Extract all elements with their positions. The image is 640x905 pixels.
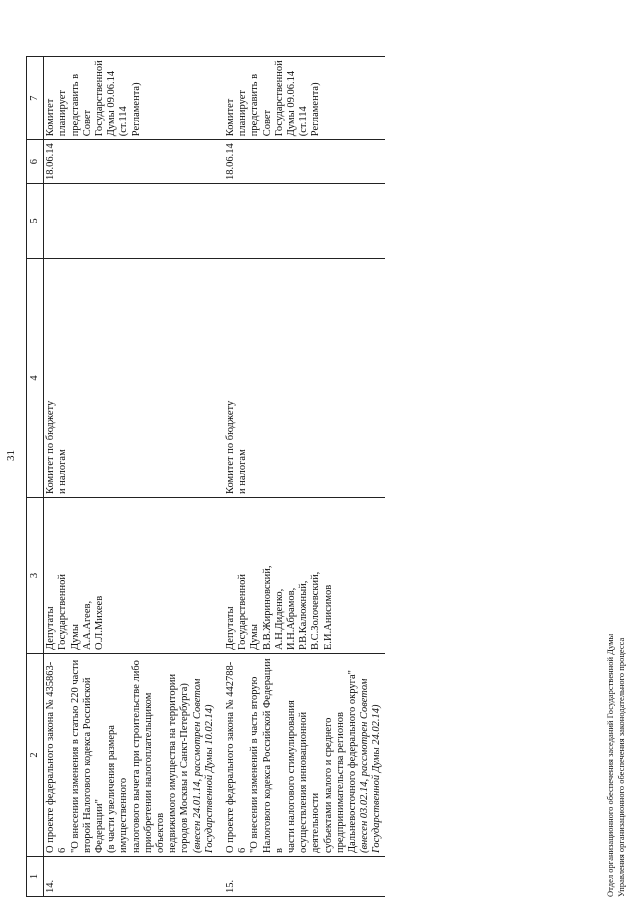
bill-title-line: О проекте федерального закона № 442788-6 [225, 661, 249, 853]
status-line: Государственной [273, 60, 285, 137]
footer-note [605, 634, 627, 897]
bill-title-line: части налогового стимулирования [286, 700, 298, 853]
status-line: представить в Совет [249, 73, 273, 137]
date-cell: 18.06.14 [44, 140, 217, 184]
bill-title-line: субъектами малого и среднего [322, 717, 334, 853]
bill-note-line: Государственной Думы 10.02.14) [203, 704, 215, 853]
bill-title-line: осуществления инновационной деятельности [298, 711, 322, 853]
status-cell [44, 57, 217, 140]
bills-table [26, 56, 385, 897]
header-cell: 3 [27, 498, 44, 654]
column-5-cell [44, 184, 217, 259]
header-row [27, 57, 44, 897]
row-number: 14. [44, 857, 217, 897]
date-cell: 18.06.14 [217, 140, 385, 184]
bill-title-line: городов Москвы и Санкт-Петербурга) [179, 683, 191, 853]
header-cell: 7 [27, 57, 44, 140]
status-line: Государственной [94, 60, 106, 137]
author-line: И.Н.Абрамов, [286, 587, 298, 650]
committee-line: и налогам [57, 449, 69, 494]
bill-title-line: (в части увеличения размера имущественного [106, 725, 130, 853]
bill-title-line: "О внесении изменения в статью 220 части [69, 659, 81, 853]
status-line: (ст.114 Регламента) [298, 82, 322, 137]
author-line: О.Л.Михеев [94, 595, 106, 650]
status-line: Думы 09.06.14 [286, 70, 298, 137]
bill-title [44, 654, 217, 857]
committee [44, 259, 217, 498]
committee-line: Комитет по бюджету [225, 400, 237, 494]
row-number: 15. [217, 857, 385, 897]
bill-authors [44, 498, 217, 654]
status-line: Комитет планирует [45, 90, 69, 137]
author-line: А.Н.Диденко, [273, 588, 285, 650]
bill-title-line: приобретении налогоплательщиком объектов [142, 692, 167, 853]
status-cell [217, 57, 385, 140]
bill-title-line: второй Налогового кодекса Российской [81, 677, 93, 853]
author-line: Депутаты [225, 606, 237, 650]
bill-title-line: Федерации" [94, 799, 106, 853]
author-line: Государственной [237, 574, 249, 650]
bill-title [217, 654, 385, 857]
bill-authors [217, 498, 385, 654]
author-line: Р.В.Калюжный, [298, 580, 310, 650]
bill-title-line: предпринимательства регионов [334, 712, 346, 853]
author-line: А.А.Агеев, [81, 600, 93, 650]
author-line: Е.И.Анисимов [322, 584, 334, 650]
bill-note-line: (внесен 24.01.14, рассмотрен Советом [191, 678, 203, 853]
bill-title-line: налогового вычета при строительстве либо [130, 660, 142, 853]
status-line: Комитет планирует [225, 90, 249, 137]
author-line: Думы [69, 624, 81, 650]
bill-title-line: О проекте федерального закона № 435863-6 [45, 661, 69, 853]
header-cell: 1 [27, 857, 44, 897]
column-5-cell [217, 184, 385, 259]
footer-line: Управления организационного обеспечения законодательного процесса [616, 637, 626, 897]
status-line: (ст.114 Регламента) [118, 82, 142, 137]
bill-title-line: Дальневосточного федерального округа" [347, 670, 359, 853]
table-row [217, 57, 385, 897]
author-line: В.В.Жириновский, [261, 565, 273, 650]
header-cell: 4 [27, 259, 44, 498]
author-line: Думы [249, 624, 261, 650]
bill-title-line: Налогового кодекса Российской Федерации в [261, 658, 285, 853]
header-cell: 6 [27, 140, 44, 184]
author-line: Государственной [57, 574, 69, 650]
header-cell: 5 [27, 184, 44, 259]
header-cell: 2 [27, 654, 44, 857]
footer-line: Отдел организационного обеспечения заседаний Государственной Думы [605, 633, 615, 897]
author-line: В.С.Золочевский, [310, 571, 322, 650]
committee [217, 259, 385, 498]
table-row [44, 57, 217, 897]
bill-title-line: недвижимого имущества на территории [167, 673, 179, 853]
status-line: Думы 09.06.14 [106, 70, 118, 137]
committee-line: Комитет по бюджету [45, 400, 57, 494]
bill-note-line: Государственной Думы 24.02.14) [371, 704, 383, 853]
page-number: 31 [5, 450, 17, 461]
committee-line: и налогам [237, 449, 249, 494]
status-line: представить в Совет [69, 73, 93, 137]
author-line: Депутаты [45, 606, 57, 650]
bill-note-line: (внесен 03.02.14, рассмотрен Советом [359, 678, 371, 853]
bill-title-line: "О внесении изменений в часть вторую [249, 676, 261, 853]
